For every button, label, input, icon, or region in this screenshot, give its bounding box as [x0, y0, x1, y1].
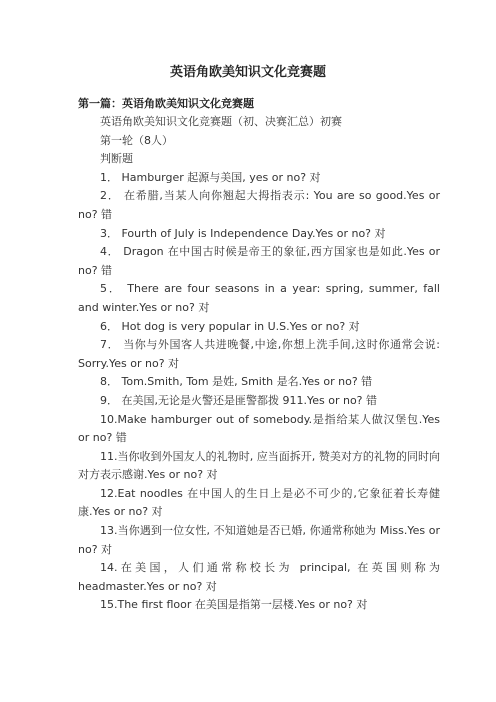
- question-item: 9． 在美国,无论是火警还是匪警都拨 911.Yes or no? 错: [100, 393, 378, 407]
- round-label: 第一轮（8人）: [100, 133, 173, 147]
- question-item: 8． Tom.Smith, Tom 是姓, Smith 是名.Yes or no? 错: [100, 375, 373, 389]
- question-item: 12.Eat noodles 在中国人的生日上是必不可少的,它象征着长寿健康.Yes or no? 对: [78, 486, 440, 519]
- question-item: 13.当你遇到一位女性, 不知道她是否已婚, 你通常称她为 Miss.Yes or no? 对: [78, 524, 440, 556]
- question-type-label: 判断题: [100, 152, 133, 166]
- document-subtitle: 英语角欧美知识文化竞赛题（初、决赛汇总）初赛: [100, 115, 342, 128]
- question-item: 1． Hamburger 起源与美国, yes or no? 对: [100, 170, 321, 184]
- section-title: 第一篇：英语角欧美知识文化竞赛题: [78, 97, 254, 110]
- question-item: 2． 在希腊,当某人向你翘起大拇指表示: You are so good.Yes or no? 错: [78, 189, 440, 221]
- question-item: 10.Make hamburger out of somebody.是指给某人做汉堡包.Yes or no? 错: [78, 412, 440, 445]
- question-item: 6． Hot dog is very popular in U.S.Yes or no? 对: [100, 319, 360, 333]
- question-item: 11.当你收到外国友人的礼物时, 应当面拆开, 赞美对方的礼物的同时向对方表示感谢.Yes or no? 对: [78, 449, 440, 482]
- question-item: 5． There are four seasons in a year: spring, summer, fall and winter.Yes or no? 对: [78, 282, 440, 314]
- document-title: 英语角欧美知识文化竞赛题: [169, 65, 326, 80]
- question-item: 3． Fourth of July is Independence Day.Yes or no? 对: [100, 226, 386, 240]
- question-item: 14.在美国，人们通常称校长为 principal, 在英国则称为 headmaster.Yes or no? 对: [78, 561, 440, 593]
- question-item: 15.The first floor 在美国是指第一层楼.Yes or no? 对: [100, 598, 368, 612]
- question-item: 7． 当你与外国客人共进晚餐,中途,你想上洗手间,这时你通常会说: Sorry.Yes or no? 对: [78, 338, 440, 370]
- question-item: 4． Dragon 在中国古时候是帝王的象征,西方国家也是如此.Yes or no? 错: [78, 245, 440, 277]
